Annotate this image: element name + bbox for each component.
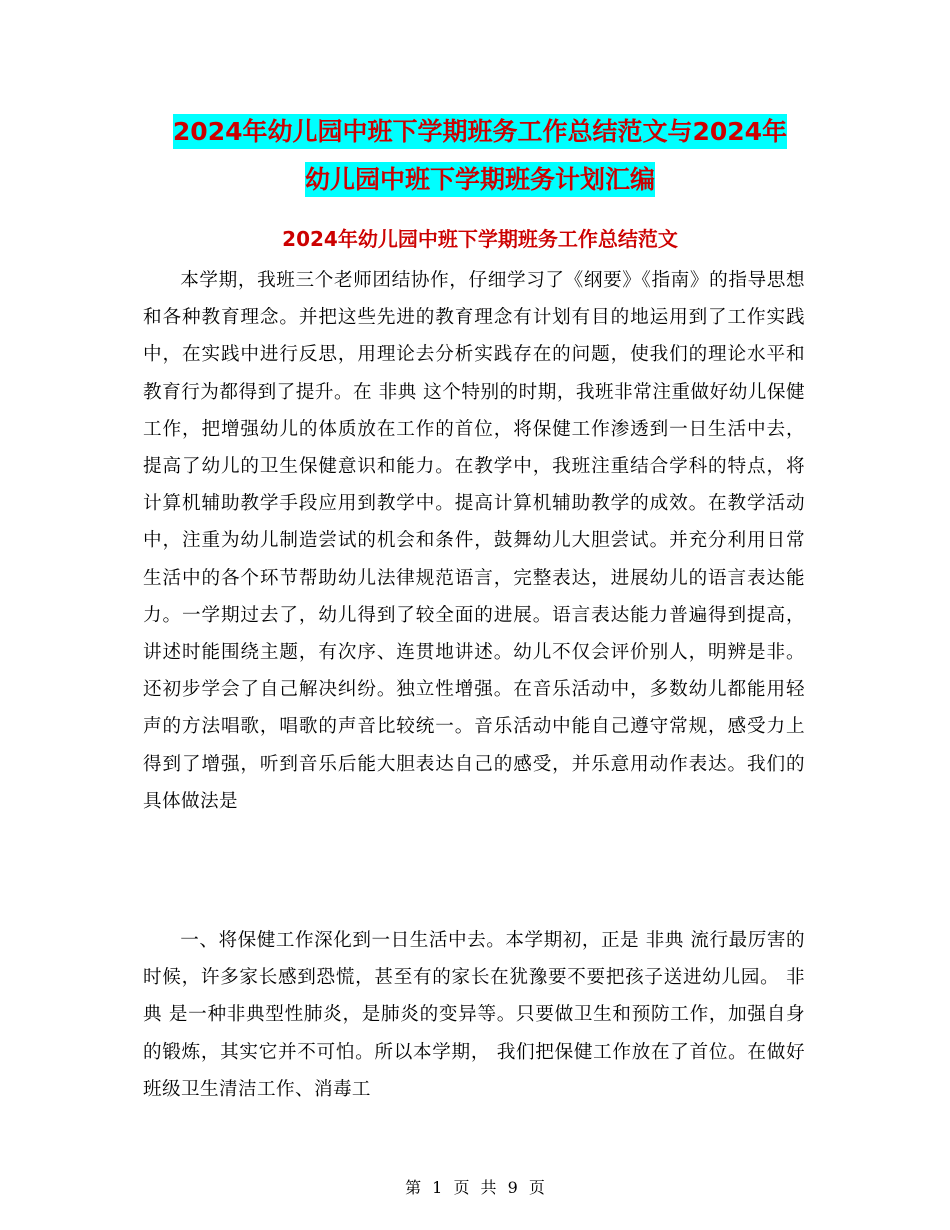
body-paragraph-1: 本学期，我班三个老师团结协作，仔细学习了《纲要》《指南》的指导思想和各种教育理念。并把这些先进的教育理念有计划有目的地运用到了工作实践中，在实践中进行反思，用理论去分析实践存在的问题，使我们的理论水平和教育行为都得到了提升。在 非典 这个特别的时期，我班非常注重做好幼儿保健工作，把增强幼儿的体质放在工作的首位，将保健工作渗透到一日生活中去，提高了幼儿的卫生保健意识和能力。在教学中，我班注重结合学科的特点，将计算机辅助教学手段应用到教学中。提高计算机辅助教学的成效。在教学活动中，注重为幼儿制造尝试的机会和条件，鼓舞幼儿大胆尝试。并充分利用日常生活中的各个环节帮助幼儿法律规范语言，完整表达，进展幼儿的语言表达能力。一学期过去了，幼儿得到了较全面的进展。语言表达能力普遍得到提高，讲述时能围绕主题，有次序、连贯地讲述。幼儿不仅会评价别人，明辨是非。还初步学会了自己解决纠纷。独立性增强。在音乐活动中，多数幼儿都能用轻声的方法唱歌，唱歌的声音比较统一。音乐活动中能自己遵守常规，感受力上得到了增强，听到音乐后能大胆表达自己的感受，并乐意用动作表达。我们的具体做法是 [143, 270, 805, 812]
document-title-line-1: 2024年幼儿园中班下学期班务工作总结范文与2024年 [173, 114, 787, 149]
section-title: 2024年幼儿园中班下学期班务工作总结范文 [282, 227, 678, 251]
document-title-line-2: 幼儿园中班下学期班务计划汇编 [305, 162, 655, 197]
document-title [140, 108, 820, 204]
body-paragraph-2: 一、将保健工作深化到一日生活中去。本学期初，正是 非典 流行最厉害的时候，许多家长感到恐慌，甚至有的家长在犹豫要不要把孩子送进幼儿园。 非典 是一种非典型性肺炎，是肺炎的变异等。只要做卫生和预防工作，加强自身的锻炼，其实它并不可怕。所以本学期， 我们把保健工作放在了首位。在做好班级卫生清洁工作、消毒工 [143, 930, 805, 1100]
page-number-footer: 第 1 页 共 9 页 [405, 1178, 545, 1197]
